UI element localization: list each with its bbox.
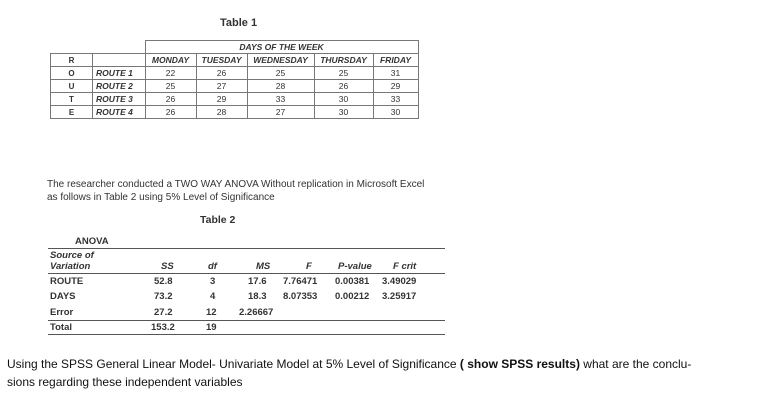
- table-row: [51, 106, 419, 119]
- route-letter: R: [51, 54, 93, 67]
- cell: 26: [314, 80, 373, 93]
- question-bold: ( show SPSS results): [459, 357, 580, 371]
- cell: 30: [373, 106, 418, 119]
- col-ms: MS: [256, 261, 271, 272]
- cell: 28: [196, 106, 247, 119]
- cell: 73.2: [154, 291, 173, 302]
- days-of-week-header: DAYS OF THE WEEK: [145, 41, 418, 54]
- route-name: ROUTE 1: [93, 67, 146, 80]
- cell: 30: [314, 93, 373, 106]
- blank-cell: [93, 41, 146, 54]
- blank-cell: [93, 54, 146, 67]
- col-friday: FRIDAY: [373, 54, 418, 67]
- route-name: ROUTE 4: [93, 106, 146, 119]
- route-letter: U: [51, 80, 93, 93]
- cell: 26: [196, 67, 247, 80]
- blank-cell: [51, 41, 93, 54]
- cell: 29: [196, 93, 247, 106]
- source-header: Source of: [50, 250, 94, 261]
- col-tuesday: TUESDAY: [196, 54, 247, 67]
- cell: 22: [145, 67, 196, 80]
- cell: 7.76471: [283, 276, 318, 287]
- cell: 3: [210, 276, 216, 287]
- table-row: [51, 80, 419, 93]
- col-pvalue: P-value: [338, 261, 372, 272]
- table1-title: Table 1: [220, 17, 258, 29]
- cell: 27: [247, 106, 314, 119]
- description-paragraph: [47, 178, 507, 204]
- cell: 3.49029: [382, 276, 417, 287]
- cell: 28: [247, 80, 314, 93]
- cell: 153.2: [151, 322, 175, 333]
- cell: 31: [373, 67, 418, 80]
- anova-table: [48, 236, 448, 336]
- cell: 0.00212: [335, 291, 370, 302]
- cell: 8.07353: [283, 291, 318, 302]
- cell: 17.6: [248, 276, 267, 287]
- cell: 18.3: [248, 291, 267, 302]
- col-ss: SS: [161, 261, 174, 272]
- source-route: ROUTE: [50, 276, 84, 287]
- paragraph-line: as follows in Table 2 using 5% Level of Significance: [47, 192, 275, 203]
- cell: 27: [196, 80, 247, 93]
- cell: 33: [373, 93, 418, 106]
- anova-label: ANOVA: [75, 236, 109, 247]
- top-rule: [48, 248, 445, 249]
- col-df: df: [208, 261, 217, 272]
- route-name: ROUTE 3: [93, 93, 146, 106]
- col-thursday: THURSDAY: [314, 54, 373, 67]
- cell: 3.25917: [382, 291, 417, 302]
- col-monday: MONDAY: [145, 54, 196, 67]
- col-fcrit: F crit: [393, 261, 417, 272]
- table-row: [51, 93, 419, 106]
- col-wednesday: WEDNESDAY: [247, 54, 314, 67]
- cell: 19: [206, 322, 217, 333]
- cell: 25: [247, 67, 314, 80]
- cell: 30: [314, 106, 373, 119]
- route-letter: E: [51, 106, 93, 119]
- total-rule: [48, 320, 445, 321]
- cell: 25: [145, 80, 196, 93]
- question-line: [7, 355, 762, 373]
- route-letter: O: [51, 67, 93, 80]
- cell: 33: [247, 93, 314, 106]
- source-total: Total: [50, 322, 72, 333]
- col-f: F: [306, 261, 312, 272]
- header-rule: [48, 273, 445, 274]
- cell: 29: [373, 80, 418, 93]
- paragraph-line: The researcher conducted a TWO WAY ANOVA Without replication in Microsoft Excel: [47, 179, 425, 190]
- cell: 2.26667: [239, 307, 274, 318]
- cell: 27.2: [154, 307, 173, 318]
- table2-title: Table 2: [200, 214, 236, 226]
- cell: 52.8: [154, 276, 173, 287]
- question-text: [7, 355, 762, 391]
- table1: [50, 40, 419, 119]
- bottom-rule: [48, 334, 445, 335]
- cell: 4: [210, 291, 216, 302]
- source-days: DAYS: [50, 291, 76, 302]
- cell: 0.00381: [335, 276, 370, 287]
- source-header: Variation: [50, 261, 91, 272]
- table-row: [51, 67, 419, 80]
- question-part: Using the SPSS General Linear Model- Univariate Model at 5% Level of Significance: [7, 357, 460, 371]
- question-part: what are the conclu-: [579, 357, 692, 371]
- cell: 26: [145, 93, 196, 106]
- source-error: Error: [50, 307, 74, 318]
- route-letter: T: [51, 93, 93, 106]
- question-line: sions regarding these independent variables: [7, 375, 243, 389]
- cell: 12: [206, 307, 217, 318]
- route-name: ROUTE 2: [93, 80, 146, 93]
- cell: 26: [145, 106, 196, 119]
- cell: 25: [314, 67, 373, 80]
